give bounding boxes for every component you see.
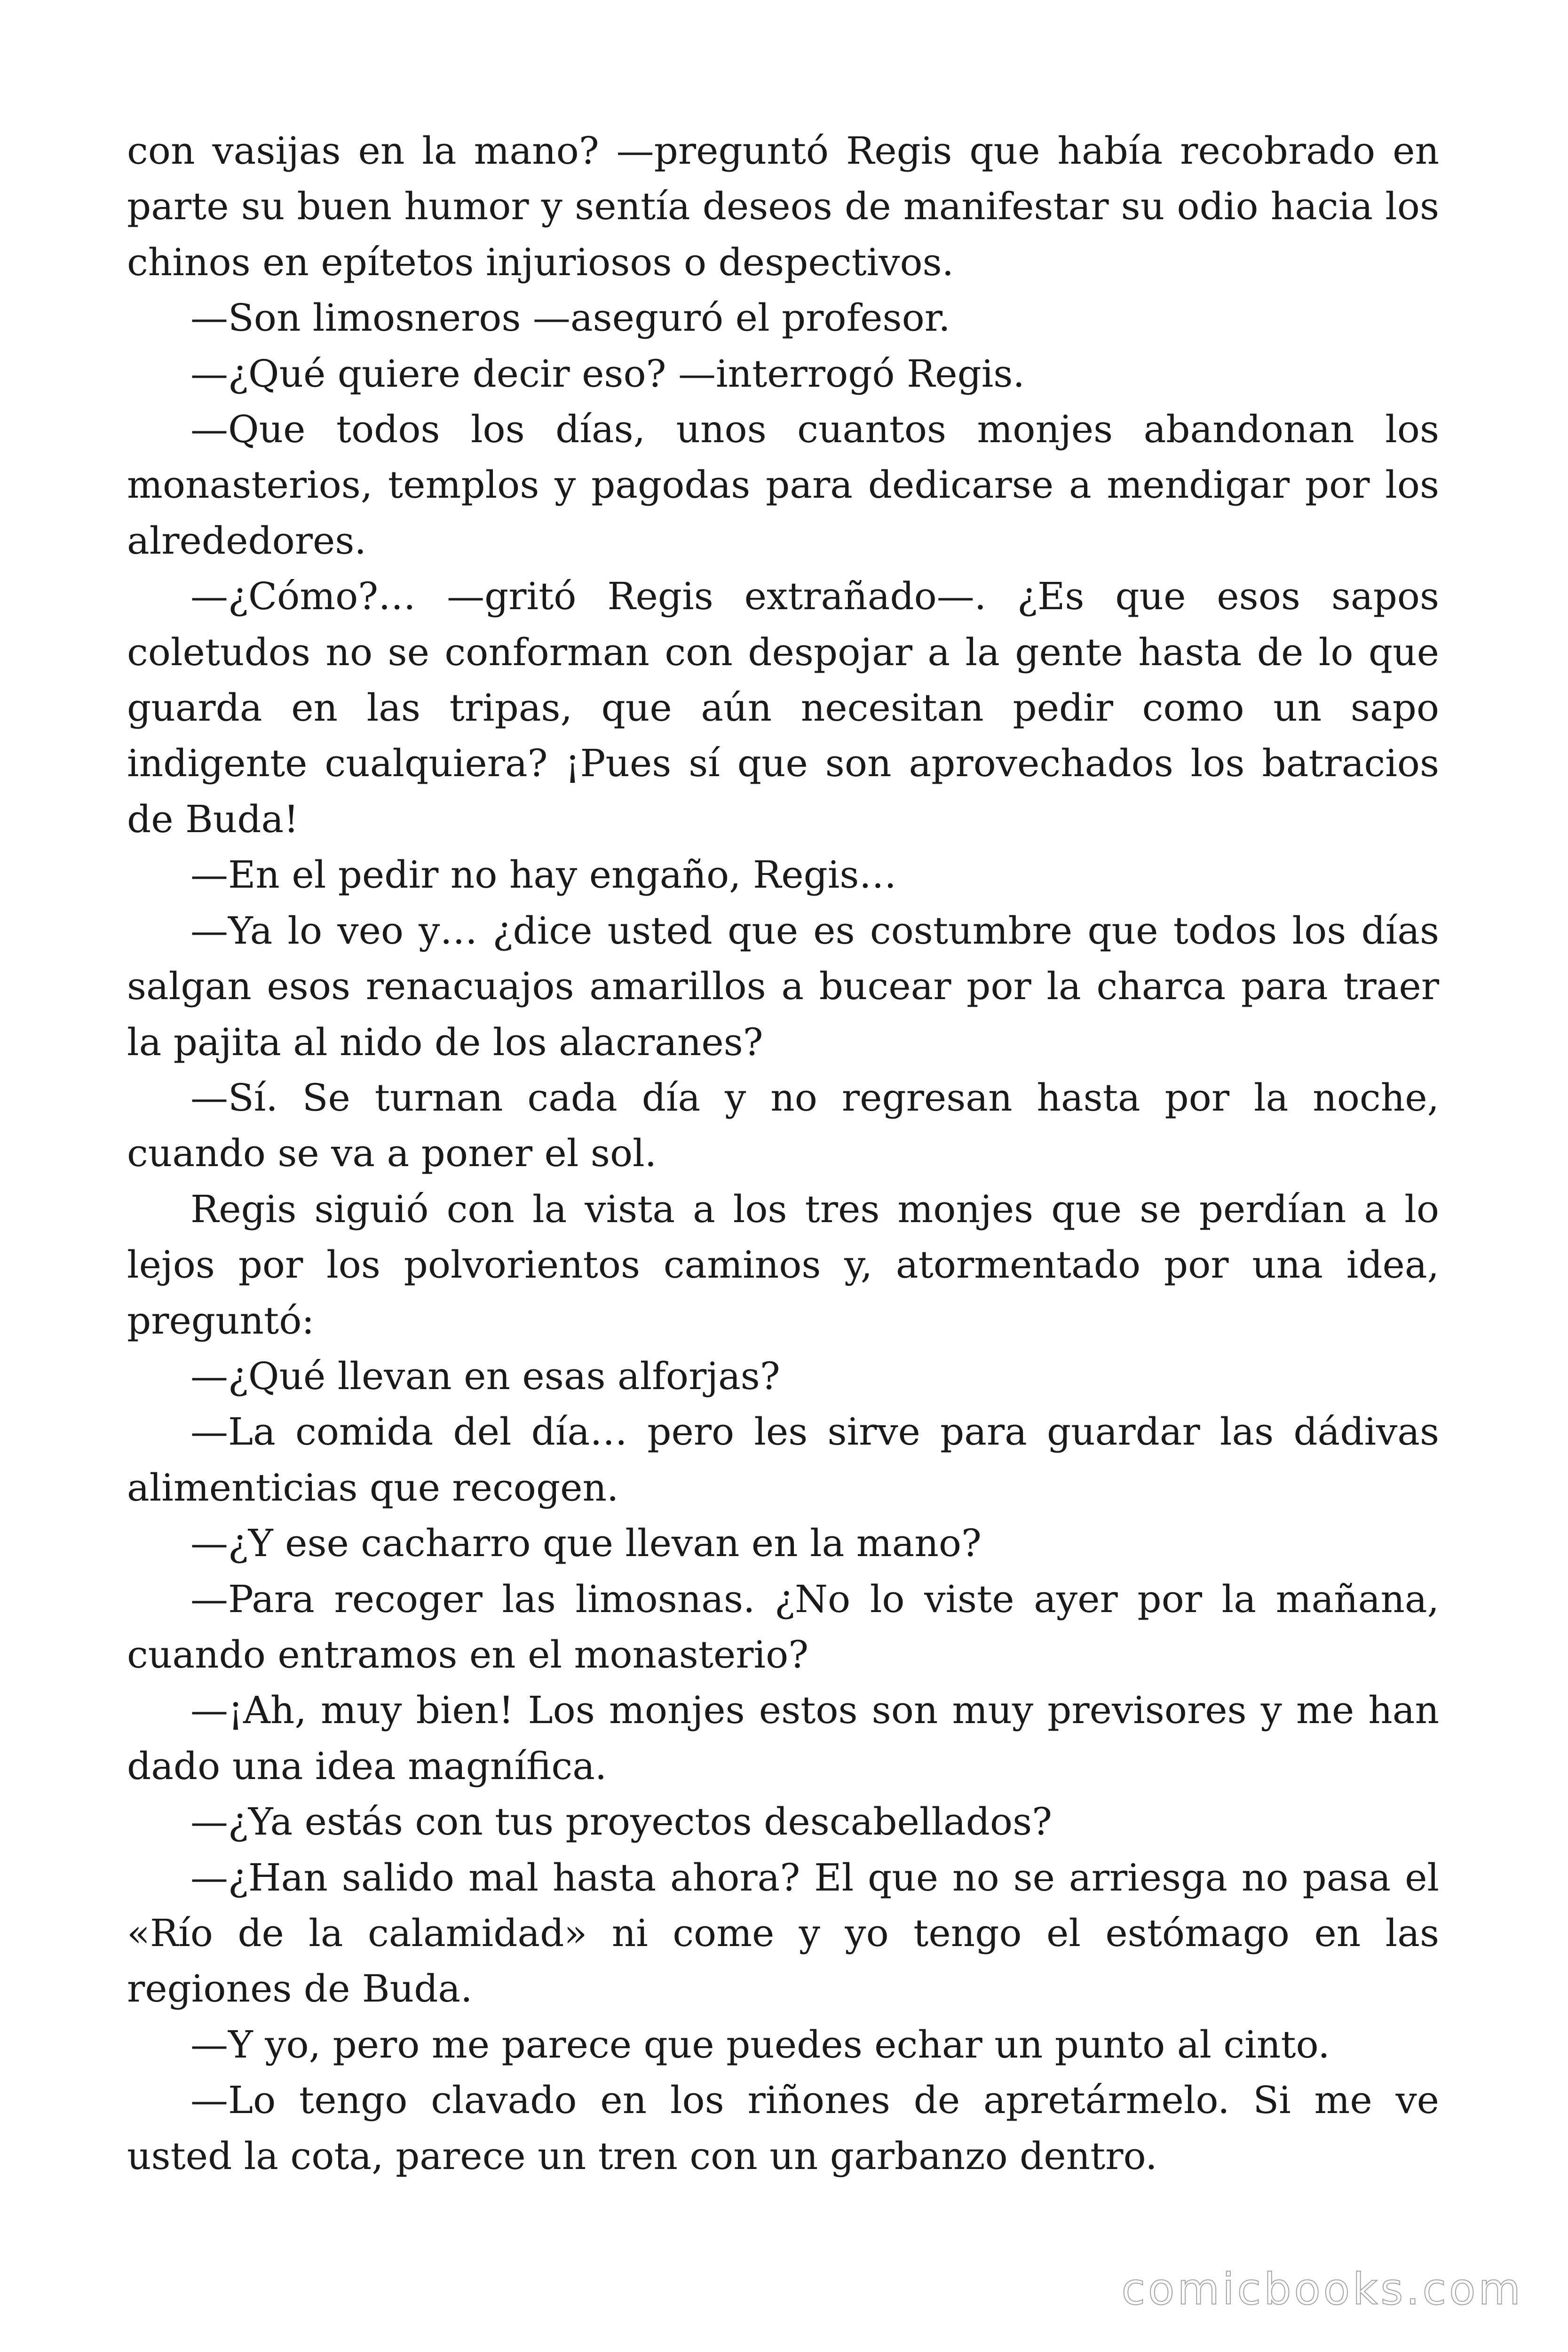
paragraph: —¡Ah, muy bien! Los monjes estos son muy previsores y me han dado una idea magnífica. <box>127 1688 1439 1788</box>
paragraph: —Lo tengo clavado en los riñones de apretármelo. Si me ve usted la cota, parece un tren con un garbanzo dentro. <box>127 2078 1439 2178</box>
page-body <box>127 123 1439 2184</box>
paragraph: —En el pedir no hay engaño, Regis… <box>190 853 897 897</box>
paragraph: —¿Han salido mal hasta ahora? El que no se arriesga no pasa el «Río de la calamidad» ni come y yo tengo el estómago en las regiones de Buda. <box>127 1855 1439 2011</box>
paragraph: —Para recoger las limosnas. ¿No lo viste ayer por la mañana, cuando entramos en el monasterio? <box>127 1577 1439 1677</box>
paragraph: Regis siguió con la vista a los tres monjes que se perdían a lo lejos por los polvorientos caminos y, atormentado por una idea, preguntó: <box>127 1187 1439 1343</box>
paragraph: —¿Qué quiere decir eso? —interrogó Regis. <box>190 351 1025 396</box>
paragraph: —Que todos los días, unos cuantos monjes abandonan los monasterios, templos y pagodas para dedicarse a mendigar por los alrededores. <box>127 407 1439 563</box>
paragraph: —Y yo, pero me parece que puedes echar un punto al cinto. <box>190 2022 1330 2066</box>
paragraph: —¿Y ese cacharro que llevan en la mano? <box>190 1521 982 1565</box>
paragraph: —La comida del día… pero les sirve para guardar las dádivas alimenticias que recogen. <box>127 1410 1439 1510</box>
paragraph: con vasijas en la mano? —preguntó Regis que había recobrado en parte su buen humor y sentía deseos de manifestar su odio hacia los chinos en epítetos injuriosos o despectivos. <box>127 129 1439 284</box>
watermark: comicbooks.com <box>1121 2264 1523 2314</box>
paragraph: —Son limosneros —aseguró el profesor. <box>190 296 950 340</box>
paragraph: —Ya lo veo y… ¿dice usted que es costumbre que todos los días salgan esos renacuajos amarillos a bucear por la charca para traer la pajita al nido de los alacranes? <box>127 908 1439 1064</box>
paragraph: —¿Ya estás con tus proyectos descabellados? <box>190 1800 1053 1844</box>
paragraph: —¿Cómo?… —gritó Regis extrañado—. ¿Es que esos sapos coletudos no se conforman con despojar a la gente hasta de lo que guarda en las tripas, que aún necesitan pedir como un sapo indigente cualquiera? ¡Pues sí que son aprovechados los batracios de Buda! <box>127 574 1439 841</box>
paragraph: —¿Qué llevan en esas alforjas? <box>190 1354 780 1398</box>
paragraph: —Sí. Se turnan cada día y no regresan hasta por la noche, cuando se va a poner el sol. <box>127 1075 1439 1176</box>
